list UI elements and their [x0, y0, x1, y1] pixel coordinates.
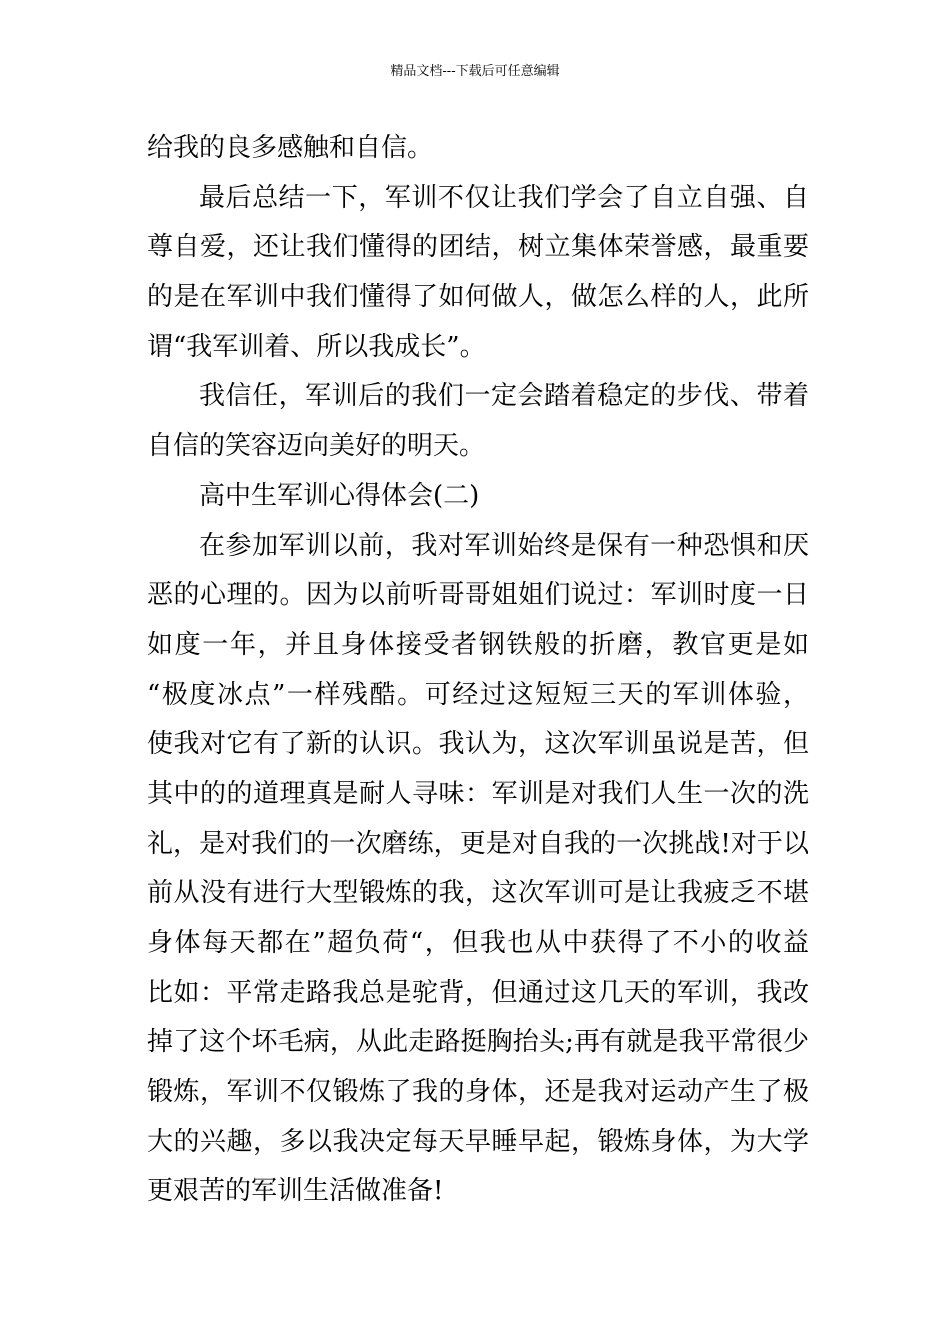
text-line-6: 我信任，军训后的我们一定会踏着稳定的步伐、带着 [199, 381, 809, 412]
text-line-22: 更艰苦的军训生活做准备! [147, 1176, 444, 1207]
text-line-7: 自信的笑容迈向美好的明天。 [147, 431, 486, 462]
text-line-21: 大的兴趣，多以我决定每天早睡早起，锻炼身体，为大学 [147, 1126, 809, 1157]
text-line-4: 的是在军训中我们懂得了如何做人，做怎么样的人，此所 [147, 282, 809, 313]
page-header: 精品文档---下载后可任意编辑 [390, 64, 560, 79]
text-line-2: 最后总结一下，军训不仅让我们学会了自立自强、自 [199, 182, 809, 213]
text-line-9: 在参加军训以前，我对军训始终是保有一种恐惧和厌 [199, 530, 809, 561]
text-line-10: 恶的心理的。因为以前听哥哥姐姐们说过：军训时度一日 [147, 580, 809, 611]
text-line-5: 谓“我军训着、所以我成长”。 [147, 331, 486, 362]
section-title: 高中生军训心得体会(二) [199, 480, 480, 511]
text-line-18: 比如：平常走路我总是驼背，但通过这几天的军训，我改 [147, 977, 809, 1008]
document-body [147, 124, 809, 1217]
text-line-20: 锻炼，军训不仅锻炼了我的身体，还是我对运动产生了极 [147, 1077, 809, 1108]
text-line-17: 身体每天都在”超负荷“，但我也从中获得了不小的收益 [147, 928, 809, 958]
text-line-16: 前从没有进行大型锻炼的我，这次军训可是让我疲乏不堪 [147, 878, 809, 909]
text-line-3: 尊自爱，还让我们懂得的团结，树立集体荣誉感，最重要 [147, 232, 809, 263]
text-line-15: 礼，是对我们的一次磨练，更是对自我的一次挑战!对于以 [147, 828, 809, 859]
text-line-11: 如度一年，并且身体接受者钢铁般的折磨，教官更是如 [147, 629, 809, 660]
text-line-14: 其中的的道理真是耐人寻味：军训是对我们人生一次的洗 [147, 778, 809, 809]
text-line-19: 掉了这个坏毛病，从此走路挺胸抬头;再有就是我平常很少 [147, 1027, 809, 1058]
text-line-13: 使我对它有了新的认识。我认为，这次军训虽说是苦，但 [147, 729, 809, 760]
text-line-1: 给我的良多感触和自信。 [147, 133, 434, 163]
text-line-12: “极度冰点”一样残酷。可经过这短短三天的军训体验， [147, 679, 809, 710]
